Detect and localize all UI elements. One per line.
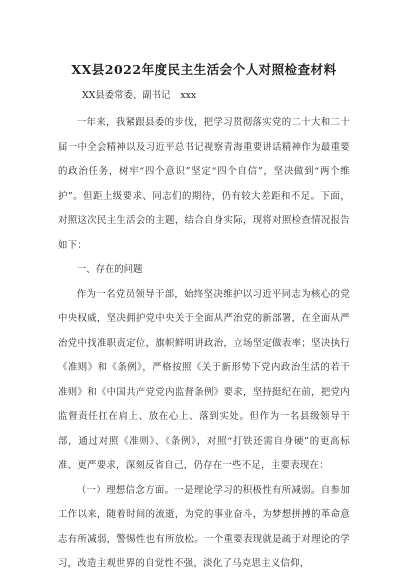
document-title: XX县2022年度民主生活会个人对照检查材料 — [71, 62, 337, 77]
subsection-ideals-paragraph: （一）理想信念方面。一是理论学习的积极性有所减弱。自参加工作以来，随着时间的流逝，为党的事业奋斗，为梦想拼搏的革命意志有所减弱，警惕性也有所放松。一个重要表现就是疏于对理论的学习，改造主观世界的自觉性不强，淡化了马克思主义信仰， — [58, 484, 350, 569]
section-heading-problems: 一、存在的问题 — [76, 264, 143, 275]
author-line — [82, 88, 350, 104]
section-body-paragraph: 作为一名党员领导干部，始终坚决维护以习近平同志为核心的党中央权威，坚决拥护党中央关于全面从严治党的新部署，在全面从严治党中找准职责定位，旗帜鲜明讲政治，立场坚定做表率；坚决执行《准则》和《条例》，严格按照《关于新形势下党内政治生活的若干准则》和《中国共产党党内监督条例》要求，坚持挺纪在前，把党内监督责任扛在肩上、放在心上、落到实处。但作为一名县级领导干部，通过对照《准则》、《条例》，对照“打铁还需自身硬”的更高标准、更严要求，深刻反省自己，仍存在一些不足，主要表现在： — [58, 288, 350, 471]
author-role: XX县委常委、副书记 — [82, 90, 171, 101]
author-name: xxx — [180, 90, 197, 101]
intro-paragraph: 一年来，我紧跟县委的步伐，把学习贯彻落实党的二十大和二十届一中全会精神以及习近平总书记视察青海重要讲话精神作为最重要的政治任务，树牢“四个意识”坚定“四个自信”，坚决做到“两个维护”。但距上级要求、同志们的期待，仍有较大差距和不足。下面，对照这次民主生活会的主题，结合自身实际，现将对照检查情况报告如下： — [58, 117, 350, 251]
